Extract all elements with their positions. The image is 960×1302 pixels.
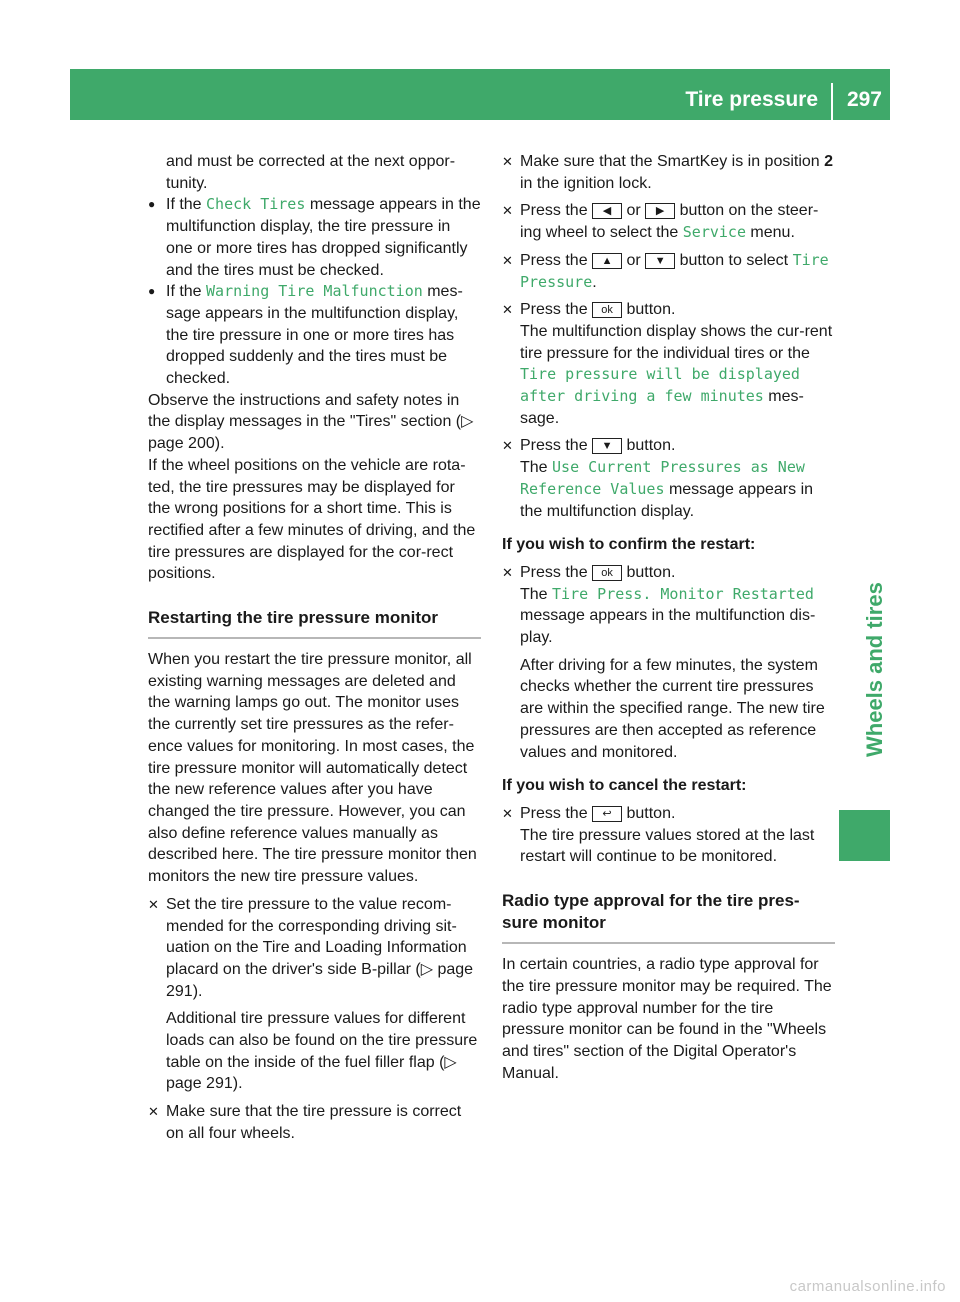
page-title: Tire pressure xyxy=(685,88,818,111)
text: Press the xyxy=(520,301,593,319)
step-note: After driving for a few minutes, the system checks whether the current tire pressures are within the specified range. The new tire pressures are then accepted as reference values and monitored. xyxy=(520,656,825,761)
display-message: Use Current Pressures as New Reference Values xyxy=(520,458,805,498)
step-note xyxy=(502,457,835,522)
text: mes-sage appears in the multifunction display, the tire pressure in one or more tires has dropped suddenly and the tires must be checked. xyxy=(166,283,463,388)
text: The multifunction display shows the cur-rent tire pressure for the individual tires or the xyxy=(520,322,833,362)
step-arrow-icon: ✕ xyxy=(502,203,513,219)
chapter-marker-block xyxy=(839,810,890,861)
step-item xyxy=(502,250,835,293)
display-message: Check Tires xyxy=(206,195,306,214)
right-column xyxy=(502,151,835,1084)
text: The xyxy=(520,459,553,477)
step-text: Set the tire pressure to the value recom-mended for the corresponding driving sit-uation on the Tire and Loading Information placard on the driver's side B-pillar (▷ page 291). xyxy=(166,895,474,1000)
text: button on the steer-ing wheel to select the xyxy=(520,202,819,242)
paragraph: In certain countries, a radio type approval for the tire pressure monitor may be required. The radio type approval number for the tire pressure monitor can be found in the "Wheels and tires" section of the Digital Operator's Manual. xyxy=(502,956,832,1082)
chapter-tab xyxy=(839,523,890,803)
text: button to select xyxy=(675,251,793,269)
display-message: Warning Tire Malfunction xyxy=(206,282,423,301)
text: in the ignition lock. xyxy=(520,174,652,192)
back-key-icon: ↩ xyxy=(592,806,622,822)
text: If the xyxy=(166,196,207,214)
text: menu. xyxy=(745,224,795,242)
step-item xyxy=(502,200,835,243)
step-arrow-icon: ✕ xyxy=(148,1104,159,1120)
bullet-item xyxy=(148,194,481,281)
left-arrow-key-icon: ◀ xyxy=(592,203,622,219)
step-note xyxy=(502,584,835,649)
step-arrow-icon: ✕ xyxy=(502,438,513,454)
text: . xyxy=(592,273,597,291)
text: Make sure that the SmartKey is in position xyxy=(520,153,825,170)
step-item xyxy=(502,299,835,321)
text: message appears in the multifunction display. xyxy=(520,480,814,520)
bullet-item xyxy=(148,281,481,390)
down-arrow-key-icon: ▼ xyxy=(592,438,622,454)
section-heading: Radio type approval for the tire pres-sure monitor xyxy=(502,890,835,944)
text: Press the xyxy=(520,804,593,822)
step-item xyxy=(502,151,835,194)
text: or xyxy=(622,251,646,269)
menu-name: Service xyxy=(682,223,746,242)
text: Press the xyxy=(520,563,593,581)
subheading: If you wish to confirm the restart: xyxy=(502,536,756,554)
step-arrow-icon: ✕ xyxy=(502,564,513,580)
text: Press the xyxy=(520,202,593,220)
text: button. xyxy=(622,437,676,455)
chapter-tab-label: Wheels and tires xyxy=(862,582,887,757)
section-heading: Restarting the tire pressure monitor xyxy=(148,607,481,639)
step-item xyxy=(148,894,481,1003)
step-note xyxy=(502,321,835,430)
step-text: Make sure that the tire pressure is correct on all four wheels. xyxy=(166,1103,462,1142)
ok-key-icon: ok xyxy=(592,302,622,318)
step-item xyxy=(502,562,835,584)
watermark: carmanualsonline.info xyxy=(789,1278,946,1295)
display-message: Tire Press. Monitor Restarted xyxy=(552,584,814,603)
paragraph: When you restart the tire pressure monitor, all existing warning messages are deleted and the warning lamps go out. The monitor uses the currently set tire pressures as the refer-ence values for monitoring. In most cases, the tire pressure monitor will automatically detect the new reference values after you have changed the tire pressure. However, you can also define reference values manually as described here. The tire pressure monitor then monitors the new tire pressure values. xyxy=(148,651,477,886)
menu-item: Tire Pressure xyxy=(520,250,829,291)
down-arrow-key-icon: ▼ xyxy=(645,253,675,269)
subheading: If you wish to cancel the restart: xyxy=(502,777,747,795)
step-arrow-icon: ✕ xyxy=(502,154,513,169)
header-bar xyxy=(70,69,890,120)
text: The xyxy=(520,585,553,603)
paragraph: Observe the instructions and safety notes in the display messages in the "Tires" section (▷ page 200). xyxy=(148,391,474,453)
text: If the xyxy=(166,283,207,301)
text: mes-sage. xyxy=(520,388,804,427)
bullet-icon: ● xyxy=(148,284,156,299)
text: button. xyxy=(622,563,676,581)
step-note: Additional tire pressure values for different loads can also be found on the tire pressure table on the inside of the fuel filler flap (▷ page 291). xyxy=(166,1010,478,1093)
step-item xyxy=(148,1101,481,1144)
step-item xyxy=(502,803,835,825)
text: button. xyxy=(622,804,676,822)
page-number: 297 xyxy=(846,88,882,111)
text: button. xyxy=(622,301,676,319)
step-arrow-icon: ✕ xyxy=(502,805,513,821)
step-arrow-icon: ✕ xyxy=(502,302,513,318)
step-item xyxy=(502,435,835,457)
paragraph-continuation: and must be corrected at the next oppor-tunity. xyxy=(166,153,456,192)
text: message appears in the multifunction display, the tire pressure in one or more tires has dropped significantly and the tires must be checked. xyxy=(166,196,481,279)
text: Press the xyxy=(520,251,593,269)
bullet-icon: ● xyxy=(148,197,156,212)
text: Press the xyxy=(520,437,593,455)
paragraph: If the wheel positions on the vehicle are rota-ted, the tire pressures may be displayed for the wrong positions for a short time. This is rectified after a few minutes of driving, and the tire pressures are displayed for the cor-rect positions. xyxy=(148,456,476,583)
header-divider xyxy=(831,83,833,120)
step-arrow-icon: ✕ xyxy=(502,252,513,268)
display-message: Tire pressure will be displayed after driving a few minutes xyxy=(520,365,800,406)
key-position: 2 xyxy=(824,153,834,170)
step-arrow-icon: ✕ xyxy=(148,896,159,912)
step-note: The tire pressure values stored at the last restart will continue to be monitored. xyxy=(520,826,815,866)
text: or xyxy=(622,202,646,220)
text: message appears in the multifunction dis-play. xyxy=(520,607,816,647)
left-column xyxy=(148,151,481,1145)
up-arrow-key-icon: ▲ xyxy=(592,253,622,269)
ok-key-icon: ok xyxy=(592,565,622,581)
right-arrow-key-icon: ▶ xyxy=(645,203,675,219)
